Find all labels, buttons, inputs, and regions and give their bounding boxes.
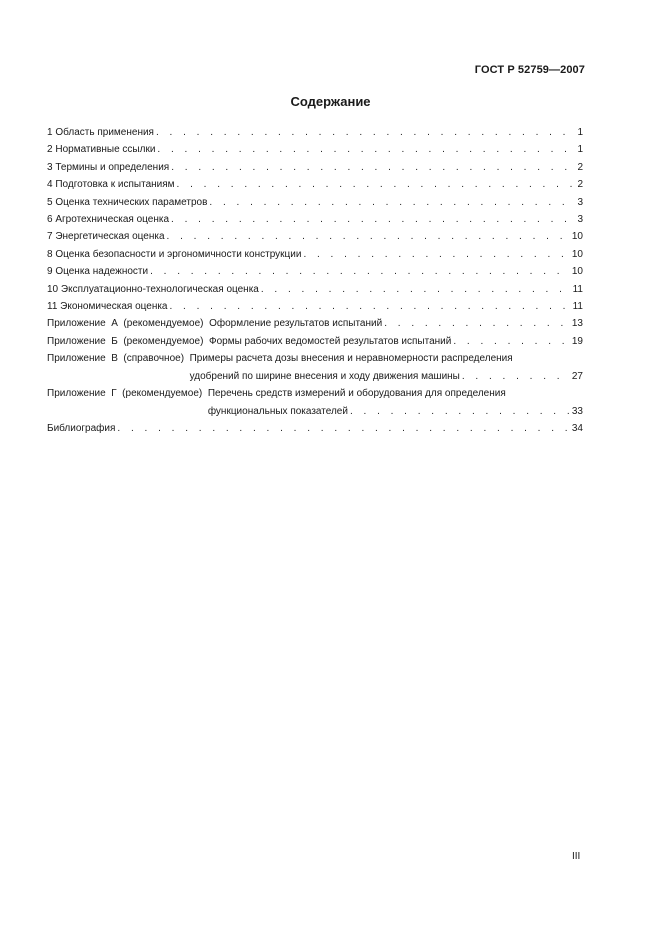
toc-entry-10[interactable] [47,281,583,298]
toc-entry-4[interactable] [47,176,583,193]
toc-dot-leader [157,141,575,158]
toc-appendix-a[interactable] [47,315,583,332]
appendix-prefix: Приложение В (справочное) [47,353,190,365]
appendix-title-line-1: Перечень средств измерений и оборудования для определения [207,388,506,400]
document-code: ГОСТ Р 52759—2007 [474,64,585,76]
toc-entry-2[interactable] [47,141,583,158]
toc-entry-number: 8 [47,248,53,260]
toc-entry-7[interactable] [47,228,583,245]
toc-entry-number: 5 [47,196,53,208]
toc-entry-title: Термины и определения [55,161,170,173]
toc-entry-9[interactable] [47,263,583,280]
toc-entry-page: 10 [571,266,583,278]
toc-entry-page: 19 [571,335,583,347]
toc-dot-leader [303,246,569,263]
toc-dot-leader [453,333,570,350]
toc-entry-11[interactable] [47,298,583,315]
toc-entry-5[interactable] [47,194,583,211]
toc-dot-leader [209,194,575,211]
toc-entry-number: 11 [47,301,58,313]
toc-entry-page: 2 [577,179,583,191]
toc-entry-page: 27 [571,370,583,382]
toc-entry-page: 1 [577,127,583,138]
appendix-title-line-2: функциональных показателей [207,405,348,417]
toc-entry-number: 3 [47,161,53,173]
appendix-prefix: Приложение Б (рекомендуемое) [47,335,209,347]
toc-dot-leader [167,228,570,245]
toc-title: Содержание [290,94,371,109]
toc-entry-6[interactable] [47,211,583,228]
toc-appendix-v[interactable] [47,350,583,385]
toc-entry-1[interactable] [47,124,583,141]
toc-dot-leader [350,403,570,420]
appendix-prefix: Приложение Г (рекомендуемое) [47,388,208,400]
toc-entry-title: Оценка технических параметров [55,196,208,208]
toc-entry-page: 1 [577,144,583,156]
toc-entry-title: Энергетическая оценка [55,231,165,243]
toc-dot-leader [170,298,571,315]
toc-bibliography[interactable] [47,420,583,437]
toc-entry-title: Оценка надежности [55,266,149,278]
toc-entry-page: 3 [577,196,583,208]
toc-dot-leader [150,263,570,280]
toc-dot-leader [117,420,569,437]
toc-entry-title: Оценка безопасности и эргономичности конструкции [55,248,302,260]
page-number: III [572,851,581,862]
table-of-contents [47,124,583,437]
toc-appendix-g[interactable] [47,385,583,420]
toc-dot-leader [171,211,575,228]
toc-appendix-b[interactable] [47,333,583,350]
toc-entry-8[interactable] [47,246,583,263]
toc-entry-title: Агротехническая оценка [55,214,170,226]
toc-entry-title: Экономическая оценка [60,301,168,313]
toc-dot-leader [261,281,571,298]
toc-entry-number: 7 [47,231,53,243]
toc-entry-title: Эксплуатационно-технологическая оценка [60,283,259,295]
toc-entry-title: Нормативные ссылки [55,144,156,156]
toc-entry-title: Подготовка к испытаниям [55,179,175,191]
toc-entry-page: 3 [577,214,583,226]
toc-entry-title: Область применения [55,127,154,138]
toc-dot-leader [171,159,575,176]
toc-entry-number: 10 [47,283,59,295]
appendix-title-line-2: удобрений по ширине внесения и ходу движения машины [189,370,460,382]
toc-dot-leader [156,124,575,141]
toc-entry-number: 1 [47,127,53,138]
appendix-title-line-1: Примеры расчета дозы внесения и неравномерности распределения [189,353,513,365]
toc-entry-number: 4 [47,179,53,191]
toc-entry-number: 2 [47,144,53,156]
appendix-title: Формы рабочих ведомостей результатов испытаний [208,335,452,347]
toc-entry-page: 11 [572,283,583,295]
appendix-prefix: Приложение А (рекомендуемое) [47,318,210,330]
toc-entry-page: 11 [572,301,583,313]
toc-entry-number: 6 [47,214,53,226]
toc-entry-page: 2 [577,161,583,173]
toc-dot-leader [462,368,570,385]
toc-dot-leader [177,176,576,193]
toc-entry-number: 9 [47,266,53,278]
toc-entry-page: 34 [571,422,583,434]
appendix-title: Оформление результатов испытаний [209,318,383,330]
toc-entry-title: Библиография [47,422,116,434]
toc-entry-page: 10 [571,248,583,260]
toc-dot-leader [384,315,570,332]
toc-entry-3[interactable] [47,159,583,176]
toc-entry-page: 10 [571,231,583,243]
toc-entry-page: 13 [571,318,583,330]
toc-entry-page: 33 [571,405,583,417]
